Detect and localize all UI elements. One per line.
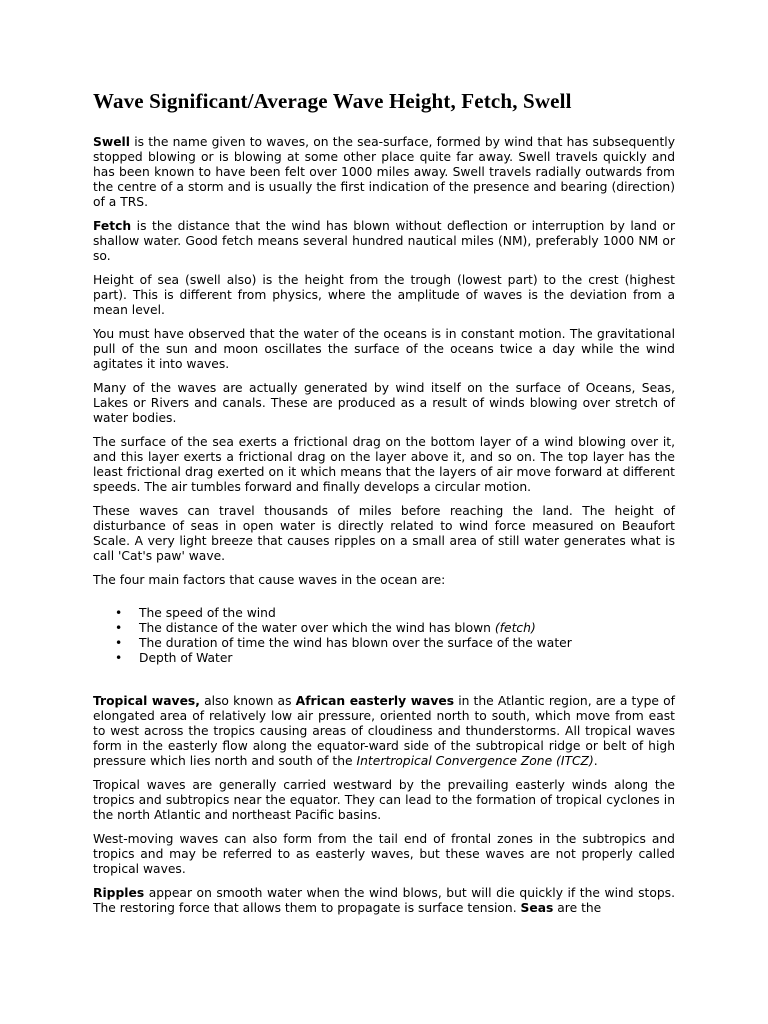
- paragraph-drag: The surface of the sea exerts a frictional drag on the bottom layer of a wind blowing over it, and this layer exerts a frictional drag on the layer above it, and so on. The top layer has the least frictional drag exerted on it which means that the layers of air move forward at different speeds. The air tumbles forward and finally develops a circular motion.: [93, 435, 675, 494]
- factor-text: The duration of time the wind has blown over the surface of the water: [139, 636, 572, 650]
- term-african-easterly: African easterly waves: [295, 694, 455, 708]
- paragraph-motion: You must have observed that the water of the oceans is in constant motion. The gravitational pull of the sun and moon oscillates the surface of the oceans twice a day while the wind agitates it into waves.: [93, 327, 675, 371]
- document-page: [93, 86, 675, 925]
- term-ripples: Ripples: [93, 886, 145, 900]
- factor-text: The distance of the water over which the wind has blown: [139, 621, 495, 635]
- paragraph-fetch: [93, 219, 675, 264]
- fetch-text: is the distance that the wind has blown without deflection or interruption by land or shallow water. Good fetch means several hundred nautical miles (NM), preferably 1000 NM or so.: [93, 219, 675, 263]
- paragraph-height: Height of sea (swell also) is the height from the trough (lowest part) to the crest (highest part). This is different from physics, where the amplitude of waves is the deviation from a mean level.: [93, 273, 675, 317]
- list-item: [93, 651, 675, 666]
- swell-text: is the name given to waves, on the sea-surface, formed by wind that has subsequently stopped blowing or is blowing at some other place quite far away. Swell travels quickly and has been known to have been felt over 1000 miles away. Swell travels radially outwards from the centre of a storm and is usually the first indication of the presence and bearing (direction) of a TRS.: [93, 135, 675, 209]
- tropical-text-2: in the Atlantic region, are a type of elongated area of relatively low air pressure, oriented north to south, which move from east to west across the tropics causing areas of cloudiness and thunderstorms. All tropical waves form in the easterly flow along the equator-ward side of the subtropical ridge or belt of high pressure which lies north and south of the: [93, 694, 676, 768]
- factors-list: [93, 606, 675, 666]
- list-item: [93, 621, 675, 636]
- list-item: [93, 636, 675, 651]
- bullet-icon: •: [115, 651, 123, 665]
- paragraph-factors-intro: The four main factors that cause waves in the ocean are:: [93, 573, 446, 587]
- tropical-text-1: also known as: [199, 694, 296, 708]
- paragraph-ripples: [93, 886, 675, 916]
- factor-text: Depth of Water: [139, 651, 233, 665]
- term-tropical-waves: Tropical waves,: [93, 694, 200, 708]
- paragraph-tropical: [93, 694, 675, 769]
- tropical-text-end: .: [593, 754, 598, 768]
- paragraph-swell: [93, 135, 675, 210]
- bullet-icon: •: [115, 606, 123, 620]
- ripples-text-1: appear on smooth water when the wind blows, but will die quickly if the wind stops. The restoring force that allows them to propagate is surface tension.: [93, 886, 675, 915]
- paragraph-carried: Tropical waves are generally carried westward by the prevailing easterly winds along the tropics and subtropics near the equator. They can lead to the formation of tropical cyclones in the north Atlantic and northeast Pacific basins.: [93, 778, 675, 822]
- factor-italic: (fetch): [494, 621, 536, 635]
- paragraph-generated: Many of the waves are actually generated by wind itself on the surface of Oceans, Seas, Lakes or Rivers and canals. These are produced as a result of winds blowing over stretch of water bodies.: [93, 381, 675, 425]
- term-itcz: Intertropical Convergence Zone (ITCZ): [356, 754, 594, 768]
- bullet-icon: •: [115, 636, 123, 650]
- factor-text: The speed of the wind: [139, 606, 276, 620]
- ripples-text-2: are the: [553, 901, 602, 915]
- term-seas: Seas: [520, 901, 554, 915]
- term-swell: Swell: [93, 135, 130, 149]
- paragraph-travel: These waves can travel thousands of miles before reaching the land. The height of disturbance of seas in open water is directly related to wind force measured on Beaufort Scale. A very light breeze that causes ripples on a small area of still water generates what is call 'Cat's paw' wave.: [93, 504, 675, 563]
- page-title: Wave Significant/Average Wave Height, Fetch, Swell: [93, 89, 572, 113]
- term-fetch: Fetch: [93, 219, 132, 233]
- paragraph-westmoving: West-moving waves can also form from the tail end of frontal zones in the subtropics and tropics and may be referred to as easterly waves, but these waves are not properly called tropical waves.: [93, 832, 675, 876]
- list-item: [93, 606, 675, 621]
- bullet-icon: •: [115, 621, 123, 635]
